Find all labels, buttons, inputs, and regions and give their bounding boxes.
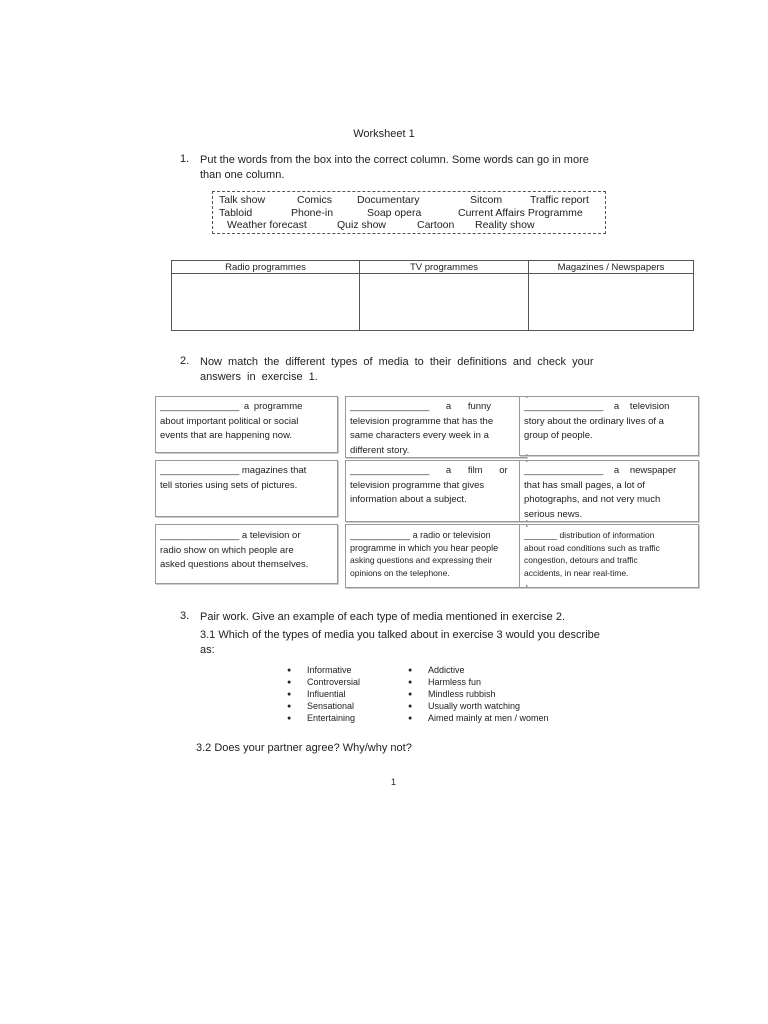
card-line: _______ distribution of information [524, 530, 655, 540]
word: Documentary [357, 194, 420, 206]
card-line: asking questions and expressing their [350, 555, 493, 565]
column-header-radio: Radio programmes [172, 261, 360, 274]
list-item: ● Mindless rubbish [428, 688, 549, 700]
card-line: programme in which you hear people [350, 542, 499, 553]
q3-number: 3. [180, 610, 190, 622]
card-line: congestion, detours and traffic [524, 555, 638, 565]
q1-line1: Put the words from the box into the correct column. Some words can go in more [200, 154, 589, 166]
answer-cell-radio[interactable] [172, 274, 360, 331]
list-item: ● Entertaining [307, 712, 360, 724]
q2-line2: answers in exercise 1. [200, 371, 318, 383]
list-item: ● Usually worth watching [428, 700, 549, 712]
adjective-list-left [307, 664, 360, 724]
answer-cell-magazines[interactable] [529, 274, 694, 331]
definition-card [156, 462, 336, 514]
adjective-list-right [428, 664, 549, 724]
card-line: radio show on which people are [160, 544, 294, 556]
definition-card [520, 527, 698, 585]
card-line: that has small pages, a lot of [524, 479, 645, 491]
card-line: different story. [350, 444, 410, 456]
word: Talk show [219, 194, 266, 206]
answer-cell-tv[interactable] [360, 274, 529, 331]
card-line: events that are happening now. [160, 430, 293, 441]
card-line: _______________ a newspaper [524, 465, 677, 476]
q3-sub2: 3.2 Does your partner agree? Why/why not? [196, 742, 412, 754]
word: Sitcom [470, 194, 503, 206]
word: Tabloid [219, 207, 253, 219]
q2-number: 2. [180, 355, 190, 367]
page-number: 1 [391, 777, 397, 787]
card-line: asked questions about themselves. [160, 559, 309, 570]
card-line: _______________ magazines that [160, 465, 307, 476]
card-line: _______________ a funny [350, 401, 492, 412]
word: Quiz show [337, 219, 387, 231]
card-line: ____________ a radio or television [350, 530, 491, 540]
definition-card [346, 398, 522, 456]
card-line: group of people. [524, 430, 593, 441]
card-line: same characters every week in a [350, 430, 489, 441]
card-line: _______________ a television [524, 401, 670, 412]
q3-instruction: Pair work. Give an example of each type of media mentioned in exercise 2. [200, 611, 566, 623]
word: Soap opera [367, 207, 422, 219]
card-line: information about a subject. [350, 494, 467, 505]
card-line: _______________ a film or [350, 465, 508, 476]
definition-card [520, 462, 698, 520]
list-item: ● Influential [307, 688, 360, 700]
definition-card [346, 527, 522, 585]
q3-sub1-line1: 3.1 Which of the types of media you talked about in exercise 3 would you describe [200, 629, 600, 641]
card-line: tell stories using sets of pictures. [160, 479, 298, 491]
q1-number: 1. [180, 153, 190, 165]
q2-instruction [200, 355, 594, 385]
list-item: ● Harmless fun [428, 676, 549, 688]
q2-line1: Now match the different types of media to their definitions and check your [200, 356, 594, 368]
card-line: accidents, in near real-time. [524, 567, 629, 578]
q3-sub1-line2: as: [200, 644, 215, 656]
column-header-magazines: Magazines / Newspapers [529, 261, 694, 274]
definition-card [346, 462, 522, 520]
card-line: photographs, and not very much [524, 494, 661, 505]
q1-instruction [200, 153, 589, 183]
q3-sub1 [200, 628, 600, 658]
card-line: about road conditions such as traffic [524, 542, 660, 553]
card-line: about important political or social [160, 415, 299, 427]
word: Comics [297, 194, 333, 206]
card-line: _______________ a television or [160, 530, 301, 541]
card-line: opinions on the telephone. [350, 567, 450, 578]
word: Cartoon [417, 219, 455, 231]
word: Traffic report [530, 194, 589, 206]
definition-card [156, 527, 336, 582]
list-item: ● Sensational [307, 700, 360, 712]
column-header-tv: TV programmes [360, 261, 529, 274]
word-box [212, 191, 606, 234]
card-line: story about the ordinary lives of a [524, 415, 664, 427]
category-table [171, 260, 694, 331]
worksheet-title: Worksheet 1 [353, 128, 415, 140]
list-item: ● Informative [307, 664, 360, 676]
card-line: serious news. [524, 508, 583, 520]
list-item: ● Addictive [428, 664, 549, 676]
word: Current Affairs Programme [458, 207, 583, 219]
word: Phone-in [291, 207, 334, 219]
word: Weather forecast [227, 219, 307, 231]
card-line: television programme that has the [350, 415, 494, 427]
definition-card [156, 398, 336, 452]
word: Reality show [475, 219, 535, 231]
list-item: ● Aimed mainly at men / women [428, 712, 549, 724]
card-line: television programme that gives [350, 479, 485, 491]
card-line: _______________ a programme [160, 401, 303, 412]
definition-card [520, 398, 698, 454]
q1-line2: than one column. [200, 169, 285, 181]
list-item: ● Controversial [307, 676, 360, 688]
